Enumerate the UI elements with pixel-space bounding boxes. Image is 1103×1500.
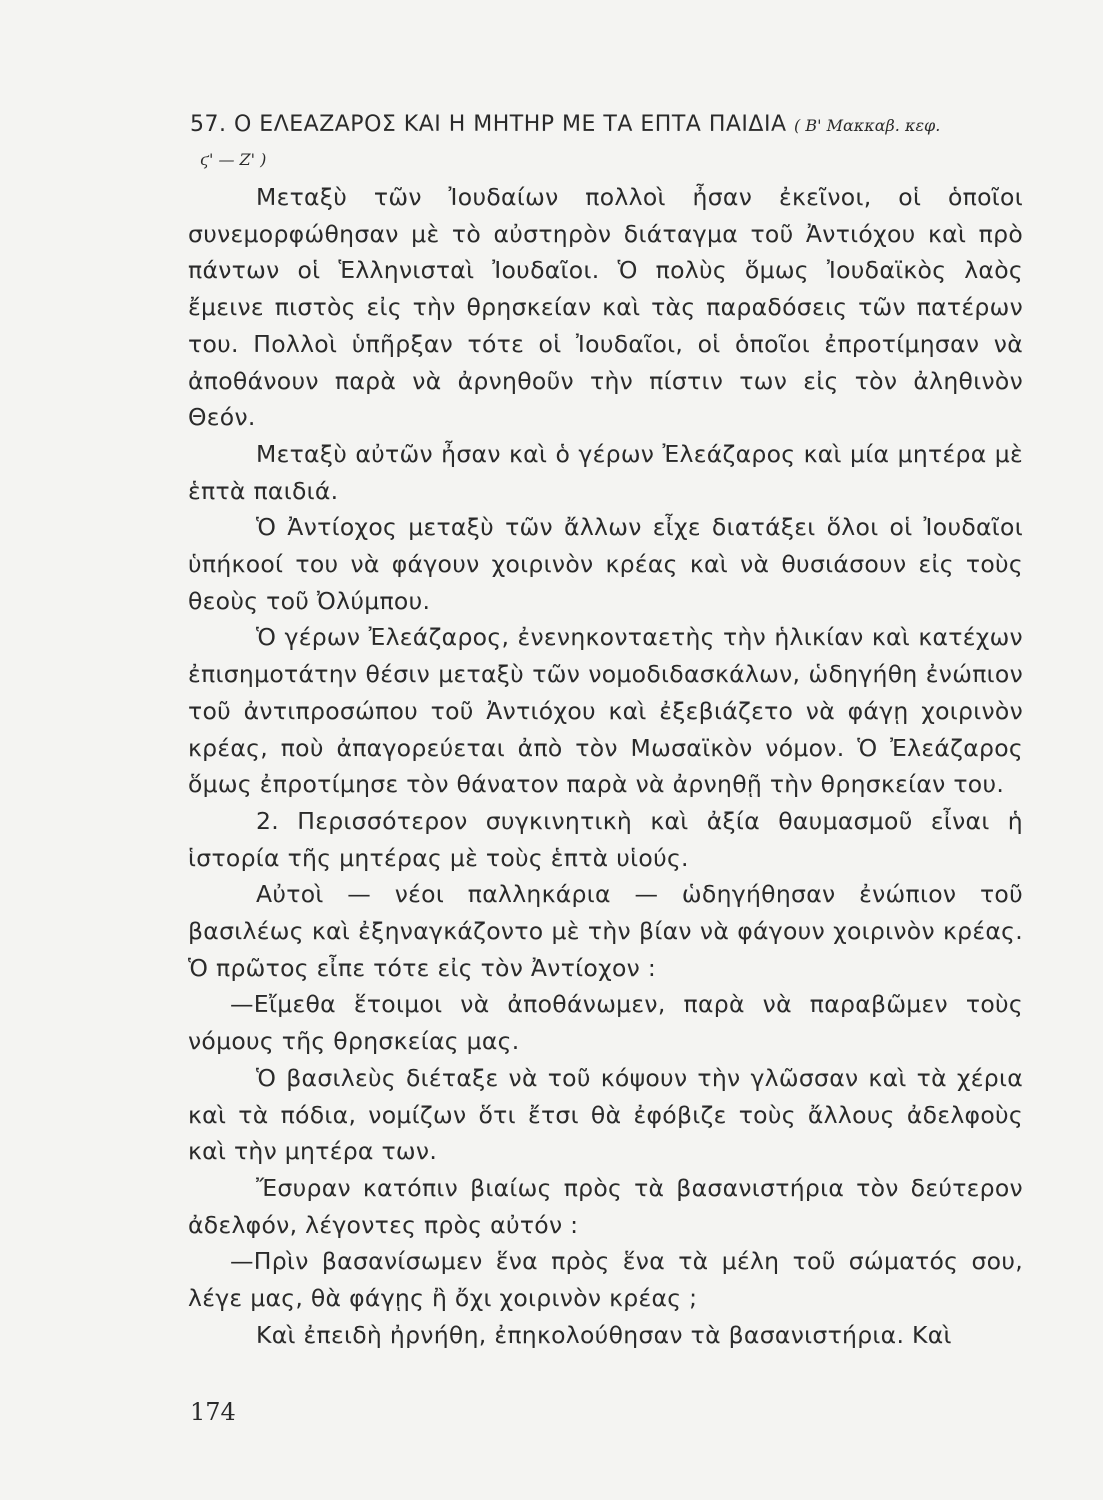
- body-text: [188, 179, 1023, 1354]
- chapter-title: 57. Ο ΕΛΕΑΖΑΡΟΣ ΚΑΙ Η ΜΗΤΗΡ ΜΕ ΤΑ ΕΠΤΑ ΠΑΙΔΙΑ: [190, 112, 787, 137]
- paragraph: Καὶ ἐπειδὴ ἠρνήθη, ἐπηκολούθησαν τὰ βασανιστήρια. Καὶ: [256, 1320, 952, 1349]
- paragraph: Αὐτοὶ — νέοι παλληκάρια — ὡδηγήθησαν ἐνώπιον τοῦ βασιλέως καὶ ἐξηναγκάζοντο μὲ τὴν βίαν νὰ φάγουν χοιρινὸν κρέας. Ὁ πρῶτος εἶπε τότε εἰς τὸν Ἀντίοχον :: [188, 880, 1023, 982]
- page-number: 174: [190, 1398, 236, 1426]
- paragraph: Ἔσυραν κατόπιν βιαίως πρὸς τὰ βασανιστήρια τὸν δεύτερον ἀδελφόν, λέγοντες πρὸς αὐτόν :: [188, 1173, 1023, 1239]
- paragraph: Ὁ βασιλεὺς διέταξε νὰ τοῦ κόψουν τὴν γλῶσσαν καὶ τὰ χέρια καὶ τὰ πόδια, νομίζων ὅτι ἔτσι θὰ ἐφόβιζε τοὺς ἄλλους ἀδελφοὺς καὶ τὴν μητέρα των.: [188, 1063, 1023, 1166]
- paragraph: Ὁ γέρων Ἐλεάζαρος, ἐνενηκονταετὴς τὴν ἡλικίαν καὶ κατέχων ἐπισημοτάτην θέσιν μεταξὺ τῶν νομοδιδασκάλων, ὡδηγήθη ἐνώπιον τοῦ ἀντιπροσώπου τοῦ Ἀντιόχου καὶ ἐξεβιάζετο νὰ φάγῃ χοιρινὸν κρέας, ποὺ ἀπαγορεύεται ἀπὸ τὸν Μωσαϊκὸν νόμον. Ὁ Ἐλεάζαρος ὅμως ἐπροτίμησε τὸν θάνατον παρὰ νὰ ἀρνηθῇ τὴν θρησκείαν του.: [188, 623, 1023, 799]
- paragraph: Ὁ Ἀντίοχος μεταξὺ τῶν ἄλλων εἶχε διατάξει ὅλοι οἱ Ἰουδαῖοι ὑπήκοοί του νὰ φάγουν χοιρινὸν κρέας καὶ νὰ θυσιάσουν εἰς τοὺς θεοὺς τοῦ Ὀλύμπου.: [188, 513, 1023, 615]
- dialogue-paragraph: —Εἴμεθα ἕτοιμοι νὰ ἀποθάνωμεν, παρὰ νὰ παραβῶμεν τοὺς νόμους τῆς θρησκείας μας.: [188, 990, 1023, 1056]
- chapter-heading: [190, 108, 1070, 177]
- paragraph: 2. Περισσότερον συγκινητικὴ καὶ ἀξία θαυμασμοῦ εἶναι ἡ ἱστορία τῆς μητέρας μὲ τοὺς ἑπτὰ υἱούς.: [188, 806, 1023, 872]
- bible-reference-continued: ϛ' — Ζ' ): [200, 150, 267, 169]
- bible-reference: ( Β' Μακκαβ. κεφ.: [794, 116, 941, 135]
- paragraph: Μεταξὺ αὐτῶν ἦσαν καὶ ὁ γέρων Ἐλεάζαρος καὶ μία μητέρα μὲ ἑπτὰ παιδιά.: [188, 439, 1023, 505]
- paragraph: Μεταξὺ τῶν Ἰουδαίων πολλοὶ ἦσαν ἐκεῖνοι, οἱ ὁποῖοι συνεμορφώθησαν μὲ τὸ αὐστηρὸν διάταγμα τοῦ Ἀντιόχου καὶ πρὸ πάντων οἱ Ἑλληνισταὶ Ἰουδαῖοι. Ὁ πολὺς ὅμως Ἰουδαϊκὸς λαὸς ἔμεινε πιστὸς εἰς τὴν θρησκείαν καὶ τὰς παραδόσεις τῶν πατέρων του. Πολλοὶ ὑπῆρξαν τότε οἱ Ἰουδαῖοι, οἱ ὁποῖοι ἐπροτίμησαν νὰ ἀποθάνουν παρὰ νὰ ἀρνηθοῦν τὴν πίστιν των εἰς τὸν ἀληθινὸν Θεόν.: [188, 183, 1023, 432]
- dialogue-paragraph: —Πρὶν βασανίσωμεν ἕνα πρὸς ἕνα τὰ μέλη τοῦ σώματός σου, λέγε μας, θὰ φάγῃς ἢ ὄχι χοιρινὸν κρέας ;: [188, 1247, 1023, 1313]
